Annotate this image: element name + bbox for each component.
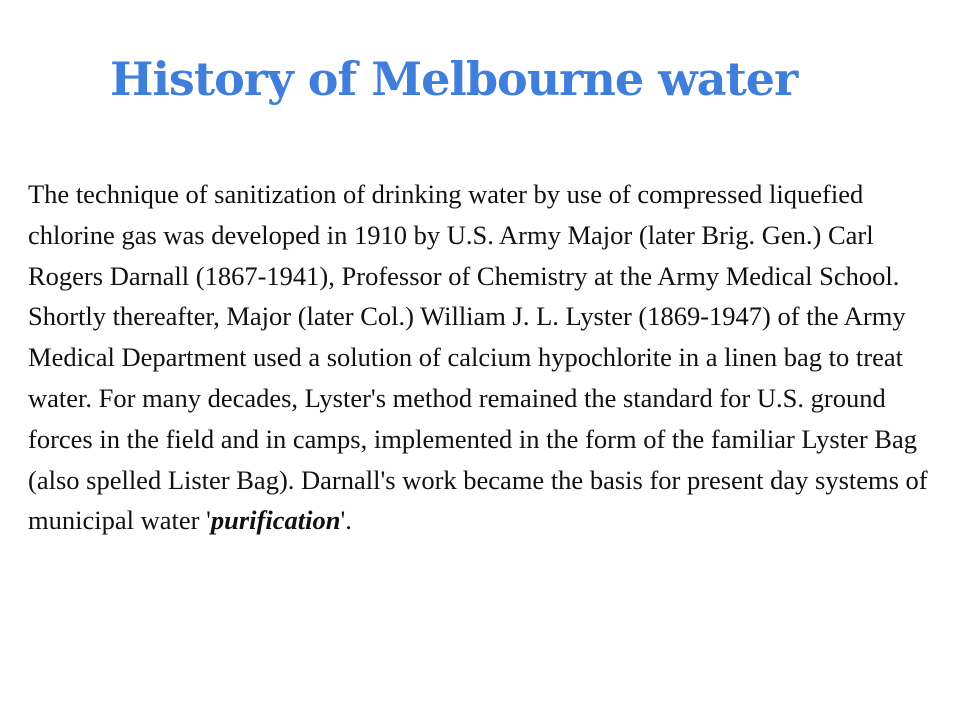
body-paragraph bbox=[28, 174, 933, 541]
body-main-text: The technique of sanitization of drinking water by use of compressed liquefied chlorine gas was developed in 1910 by U.S. Army Major (later Brig. Gen.) Carl Rogers Darnall (1867-1941), Professor of Chemistry at the Army Medical School. Shortly thereafter, Major (later Col.) William J. L. Lyster (1869-1947) of the Army Medical Department used a solution of calcium hypochlorite in a linen bag to treat water. For many decades, Lyster's method remained the standard for U.S. ground forces in the field and in camps, implemented in the form of the familiar Lyster Bag (also spelled Lister Bag). Darnall's work became the basis for present day systems of municipal water ' bbox=[28, 179, 928, 536]
emphasized-word: purification bbox=[210, 505, 341, 536]
slide-title: History of Melbourne water bbox=[110, 52, 798, 106]
body-end-text: '. bbox=[340, 505, 352, 536]
